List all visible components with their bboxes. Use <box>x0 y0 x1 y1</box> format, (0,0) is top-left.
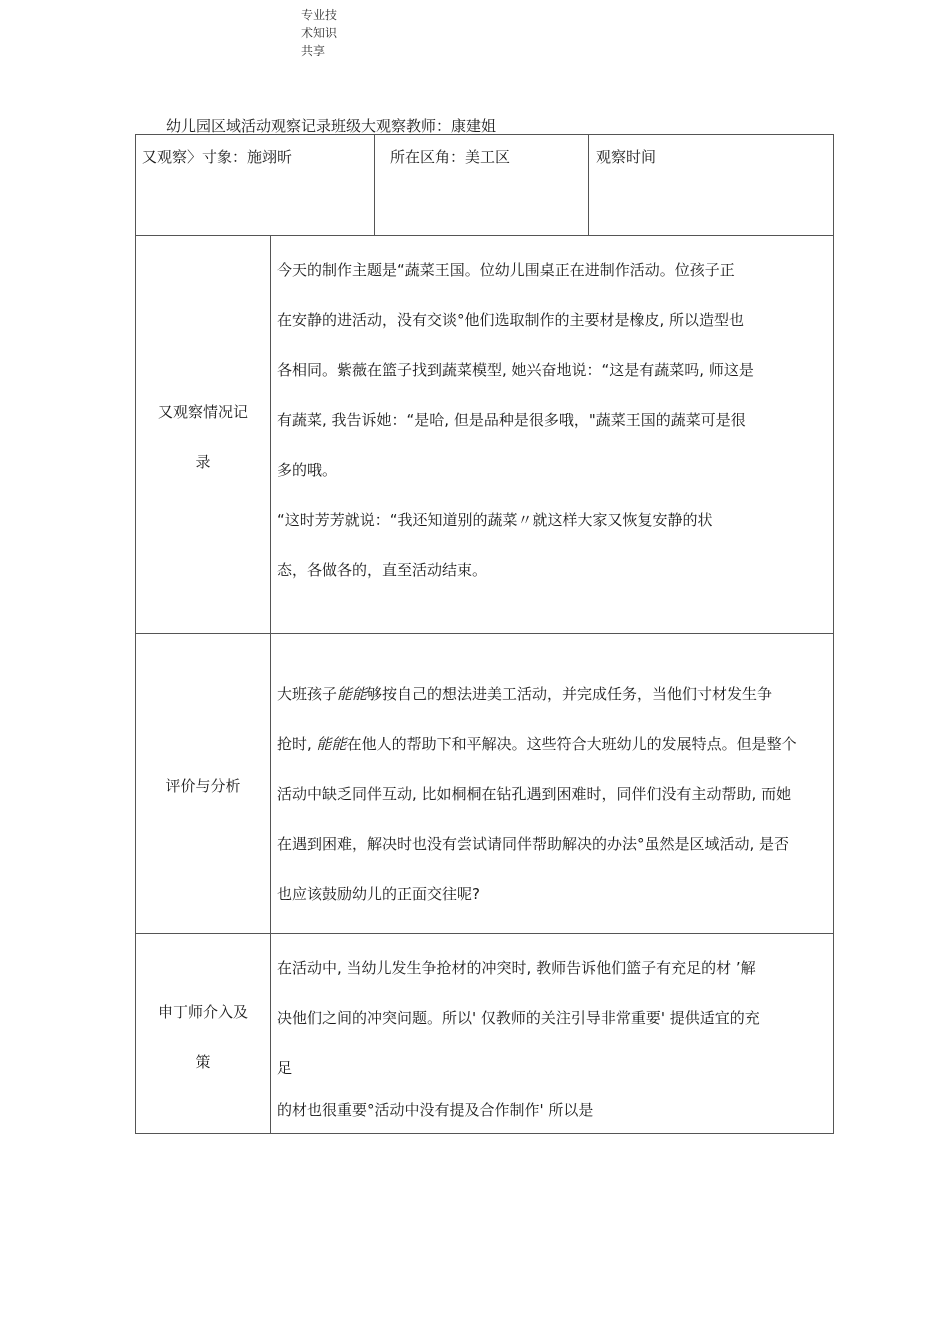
watermark-line: 专业技 <box>301 8 338 22</box>
watermark <box>301 6 349 60</box>
intervention-line: 在活动中, 当幼儿发生争抢材的冲突时, 教师告诉他们篮子有充足的材 ’解 <box>277 959 756 977</box>
row-divider <box>136 235 833 236</box>
intervention-line: 足 <box>277 1059 293 1077</box>
column-divider <box>270 235 271 1133</box>
record-line: “这时芳芳就说：“我还知道别的蔬菜〃就这样大家又恢复安静的状 <box>277 511 713 529</box>
row-divider <box>136 633 833 634</box>
intervention-label-line: 策 <box>195 1053 211 1071</box>
observation-time-label: 观察时间 <box>596 148 657 166</box>
intervention-text <box>277 943 833 1127</box>
intervention-line: 决他们之间的冲突问题。所以' 仅教师的关注引导非常重要' 提供适宜的充 <box>277 1009 760 1027</box>
record-line: 有蔬菜, 我告诉她：“是哈, 但是品种是很多哦，"蔬菜王国的蔬菜可是很 <box>277 411 746 429</box>
analysis-text-span: 在他人的帮助下和平解决。这些符合大班幼儿的发展特点。但是整个 <box>346 735 797 753</box>
analysis-line <box>277 669 833 719</box>
analysis-line: 活动中缺乏同伴互动, 比如桐桐在钻孔遇到困难时，同伴们没有主动帮助, 而她 <box>277 785 792 803</box>
record-line: 今天的制作主题是“蔬菜王国。位幼儿围桌正在进制作活动。位孩子正 <box>277 261 735 279</box>
analysis-text-span: 够按自己的想法进美工活动，并完成任务，当他们寸材发生争 <box>367 685 773 703</box>
intervention-label <box>136 987 270 1087</box>
column-divider <box>374 135 375 235</box>
analysis-text <box>277 669 833 919</box>
record-label-line: 又观察情况记 <box>157 403 248 421</box>
record-text <box>277 245 833 595</box>
analysis-line: 在遇到困难，解决时也没有尝试请同伴帮助解决的办法°虽然是区域活动, 是否 <box>277 835 790 853</box>
intervention-label-line: 申丁师介入及 <box>157 1003 248 1021</box>
analysis-italic-span: 能能 <box>316 735 347 753</box>
column-divider <box>588 135 589 235</box>
analysis-line: 也应该鼓励幼儿的正面交往呢? <box>277 885 480 903</box>
analysis-label: 评价与分析 <box>165 777 241 795</box>
record-line: 多的哦。 <box>277 461 338 479</box>
row-divider <box>136 933 833 934</box>
analysis-line <box>277 719 833 769</box>
analysis-text-span: 大班孩子 <box>277 685 338 703</box>
observation-table <box>135 134 834 1134</box>
area-cell: 所在区角：美工区 <box>390 148 511 166</box>
record-label <box>136 387 270 487</box>
record-label-line: 录 <box>195 453 211 471</box>
watermark-line: 共享 <box>301 44 326 58</box>
observed-child-cell: 又观察〉寸象：施翊昕 <box>142 148 293 166</box>
page-title: 幼儿园区域活动观察记录班级大观察教师：康建姐 <box>166 117 497 135</box>
record-line: 态，各做各的，直至活动结束。 <box>277 561 488 579</box>
intervention-line: 的材也很重要°活动中没有提及合作制作' 所以是 <box>277 1101 594 1119</box>
analysis-text-span: 抢时, <box>277 735 317 753</box>
record-line: 各相同。紫薇在篮子找到蔬菜模型, 她兴奋地说：“这是有蔬菜吗, 师这是 <box>277 361 754 379</box>
watermark-line: 术知识 <box>301 26 338 40</box>
record-line: 在安静的进活动，没有交谈°他们选取制作的主要材是橡皮, 所以造型也 <box>277 311 745 329</box>
analysis-italic-span: 能能 <box>337 685 368 703</box>
